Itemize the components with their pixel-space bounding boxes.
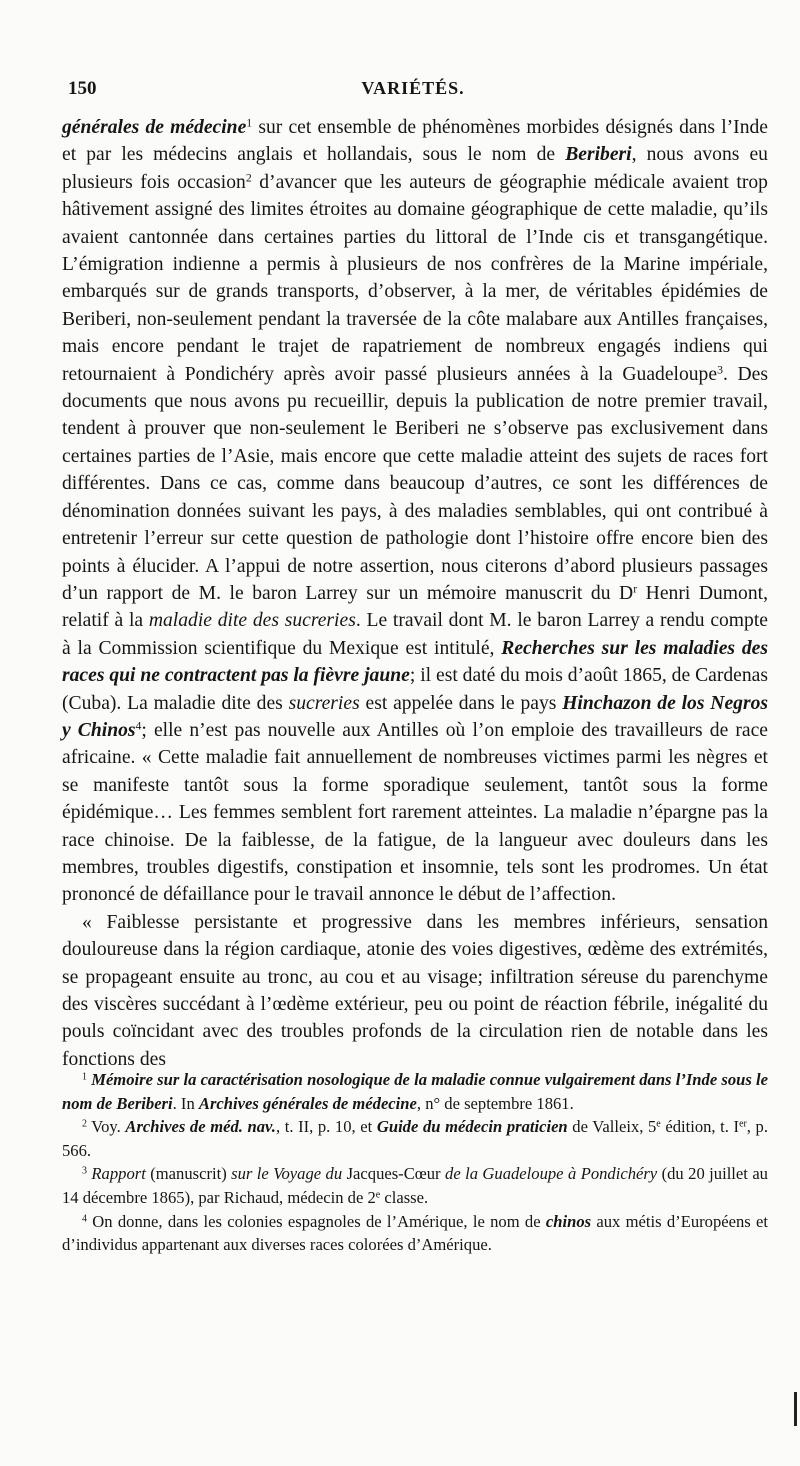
text-run: ; elle n’est pas nouvelle aux Antilles où l’on emploie des travailleurs de race africaine. « Cette maladie fait annuellement de nombreuses victimes parmi les nègres et se manifeste tantôt sous la forme sporadique seulement, tantôt sous la forme épidémique… Les femmes semblent fort rarement atteintes. La maladie n’épargne pas la race chinoise. De la faiblesse, de la fatigue, de la langueur avec douleurs dans les membres, troubles digestifs, constipation et insomnie, tels sont les prodromes. Un état prononcé de défaillance pour le travail annonce le début de l’affection. <box>62 719 768 906</box>
page-header <box>68 78 758 104</box>
italic-run: de la Guadeloupe à Pondichéry <box>445 1164 658 1184</box>
journal-title: générales de médecine <box>62 117 247 138</box>
footnote-1 <box>62 1068 768 1115</box>
scan-edge-mark <box>794 1392 797 1426</box>
footnotes <box>62 1068 768 1257</box>
superscript: e <box>656 1118 661 1130</box>
text-run: Henri Dumont, relatif à la <box>62 582 768 632</box>
text-run: classe. <box>380 1187 429 1207</box>
spanish-name: Hinchazon de los Negros y Chinos <box>62 692 768 741</box>
footnote-2 <box>62 1115 768 1162</box>
running-head: VARIÉTÉS. <box>361 78 465 98</box>
italic-run: Archives de méd. nav. <box>125 1117 276 1137</box>
text-run: , t. II, p. 10, et <box>275 1117 377 1137</box>
disease-name: maladie dite des sucreries <box>148 610 356 632</box>
italic-run: sur le Voyage du <box>231 1164 343 1184</box>
footnote-ref-2: 2 <box>245 171 252 185</box>
text-run: (manuscrit) <box>145 1164 232 1184</box>
text-run: . Le travail dont M. le baron Larrey a rendu compte à la Commission scientifique du Mexique est intitulé, <box>62 610 768 659</box>
work-title: Recherches sur les maladies des races qui ne contractent pas la fièvre jaune <box>62 637 768 687</box>
text-run: sur cet ensemble de phénomènes morbides désignés dans l’Inde et par les médecins anglais et hollandais, sous le nom de <box>62 117 768 166</box>
footnote-ref-1: 1 <box>246 116 253 130</box>
text-run: Jacques-Cœur <box>342 1164 446 1184</box>
footnote-marker: 4 <box>82 1213 87 1225</box>
text-run: Voy. <box>86 1117 126 1137</box>
text-run: ; il est daté du mois d’août 1865, de Cardenas (Cuba). La maladie dite des <box>62 665 768 714</box>
text-run: . Des documents que nous avons pu recueillir, depuis la publication de notre premier travail, tendent à prouver que non-seulement le Beriberi ne s’observe pas exclusivement dans certaines parties de l’Asie, mais encore que cette maladie atteint des sujets de races fort différentes. Dans ce cas, comme dans beaucoup d’autres, ce sont les différences de dénomination données suivant les pays, à des maladies semblables, qui ont contribué à entretenir l’erreur sur cette question de pathologie dont l’histoire offre encore bien des points à élucider. A l’appui de notre assertion, nous citerons d’abord plusieurs passages d’un rapport de M. le baron Larrey sur un mémoire manuscrit du D <box>62 363 768 604</box>
paragraph-2: « Faiblesse persistante et progressive dans les membres inférieurs, sensation douloureuse dans la région cardiaque, atonie des voies digestives, œdème des extrémités, se propageant ensuite au tronc, au cou et au visage; infiltration séreuse du parenchyme des viscères succédant à l’œdème extérieur, peu ou point de réaction fébrile, inégalité du pouls coïncidant avec des troubles profonds de la circulation rien de notable dans les fonctions des <box>62 911 768 1070</box>
footnote-ref-4: 4 <box>135 719 142 733</box>
footnote-marker: 3 <box>82 1165 87 1177</box>
italic-run: Mémoire sur la caractérisation nosologique de la maladie connue vulgairement dans l’Inde sous le nom de Beriberi <box>62 1070 768 1113</box>
text-run: . In <box>172 1093 199 1113</box>
text-run: d’avancer que les auteurs de géographie médicale avaient trop hâtivement assigné des limites étroites au domaine géographique de cette maladie, qu’ils avaient cantonnée dans certaines parties du littoral de l’Inde cis et transgangétique. L’émigration indienne a permis à plusieurs de nos confrères de la Marine impériale, embarqués sur de grands transports, d’observer, à la mer, de véritables épidémies de Beriberi, non-seulement pendant la traversée de la côte malabare aux Antilles françaises, mais encore pendant le trajet de rapatriement de nombreux engagés indiens qui retournaient à Pondichéry après avoir passé plusieurs années à la Guadeloupe <box>62 171 768 385</box>
italic-run: chinos <box>545 1211 592 1231</box>
body-text <box>62 114 768 1073</box>
italic-run: Guide du médecin praticien <box>376 1117 568 1137</box>
superscript: er <box>739 1118 747 1130</box>
footnote-3 <box>62 1162 768 1209</box>
term-beriberi: Beriberi <box>565 144 632 166</box>
footnote-marker: 1 <box>82 1071 87 1083</box>
text-run: est appelée dans le pays <box>359 692 563 714</box>
text-run: de Valleix, 5 <box>567 1117 657 1137</box>
text-run: (du 20 juillet au 14 décembre 1865), par Richaud, médecin de 2 <box>62 1164 768 1207</box>
title-abbrev: r <box>633 582 638 596</box>
text-run: On donne, dans les colonies espagnoles de l’Amérique, le nom de <box>86 1211 546 1231</box>
footnote-ref-3: 3 <box>717 363 723 377</box>
text-run: , p. 566. <box>62 1117 768 1160</box>
page-number: 150 <box>68 78 97 99</box>
superscript: e <box>375 1189 381 1201</box>
italic-run: Rapport <box>91 1164 146 1184</box>
text-run: aux métis d’Européens et d’individus appartenant aux diverses races colorées d’Amérique. <box>62 1211 768 1255</box>
text-run: édition, t. I <box>660 1117 740 1137</box>
term-sucreries: sucreries <box>288 692 360 714</box>
paragraph-1 <box>62 114 768 909</box>
footnote-4 <box>62 1210 768 1257</box>
text-run: , n° de septembre 1861. <box>416 1093 574 1113</box>
footnote-marker: 2 <box>82 1118 87 1130</box>
text-run: , nous avons eu plusieurs fois occasion <box>62 144 768 193</box>
italic-run: Archives générales de médecine <box>198 1093 417 1113</box>
